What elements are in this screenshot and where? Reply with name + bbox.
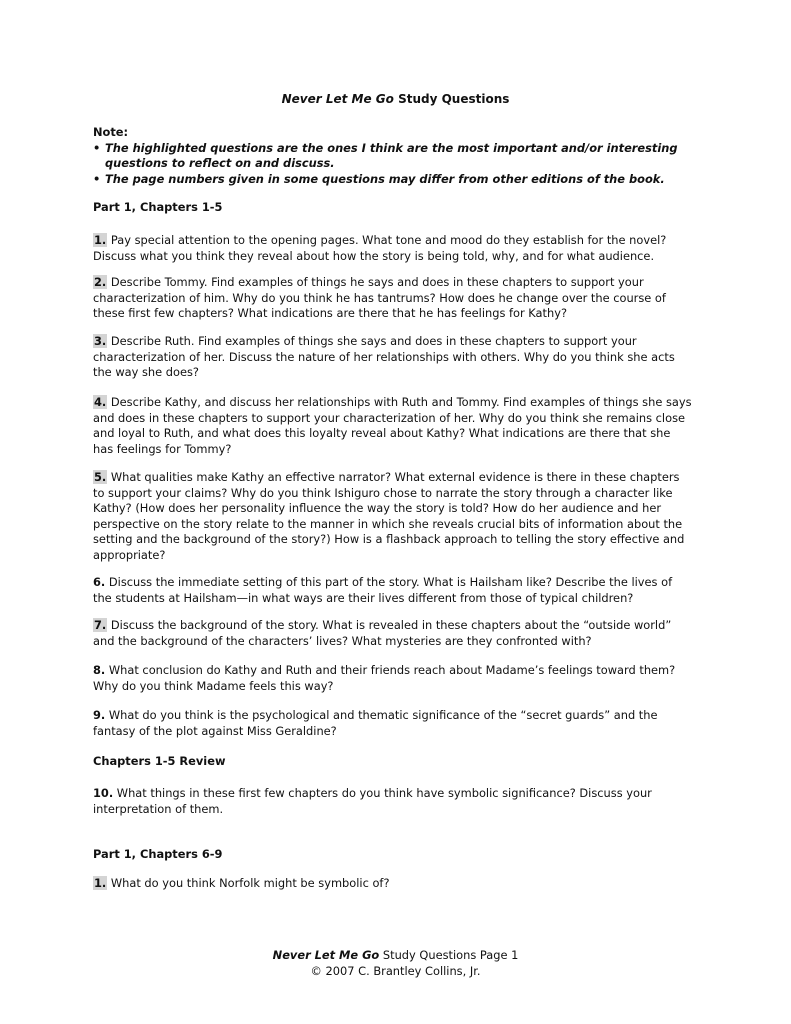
note-list: [93, 141, 693, 188]
question-number: 9.: [93, 708, 106, 722]
bullet-icon: •: [93, 140, 101, 155]
question-text: Pay special attention to the opening pages. What tone and mood do they establish for the novel? Discuss what you think they reveal about how the story is being told, why, and for what audience.: [93, 233, 667, 263]
question-text: Describe Tommy. Find examples of things he says and does in these chapters to support your characterization of him. Why do you think he has tantrums? How does he change over the course of these first few chapters? What indications are there that he has feelings for Kathy?: [93, 275, 666, 320]
page-footer: [0, 948, 791, 964]
question-item: [93, 470, 693, 563]
page-title: [0, 92, 791, 108]
section-heading: Part 1, Chapters 6-9: [93, 847, 223, 861]
question-text: What do you think Norfolk might be symbolic of?: [107, 876, 390, 890]
question-number: 1.: [94, 233, 107, 247]
question-number: 3.: [94, 334, 107, 348]
question-number: 7.: [94, 618, 107, 632]
question-item: [93, 233, 693, 264]
question-text: Describe Kathy, and discuss her relationships with Ruth and Tommy. Find examples of things she says and does in these chapters to support your characterization of her. Why do you think she remains close and loyal to Ruth, and what does this loyalty reveal about Kathy? What indications are there that she has feelings for Tommy?: [93, 395, 692, 456]
note-item: • The page numbers given in some questions may differ from other editions of the book.: [93, 171, 665, 186]
question-item: [93, 876, 693, 892]
section-heading: Part 1, Chapters 1-5: [93, 200, 223, 214]
question-item: [93, 275, 693, 322]
question-item: [93, 786, 693, 817]
question-text: What things in these first few chapters do you think have symbolic significance? Discuss your interpretation of them.: [93, 786, 652, 816]
section-heading: Chapters 1-5 Review: [93, 754, 226, 768]
question-item: [93, 618, 693, 649]
note-block: [93, 125, 693, 187]
question-text: Discuss the background of the story. What is revealed in these chapters about the “outside world” and the background of the characters’ lives? What mysteries are they confronted with?: [93, 618, 672, 648]
note-heading: Note:: [93, 125, 129, 139]
question-number: 4.: [94, 395, 107, 409]
question-text: What conclusion do Kathy and Ruth and their friends reach about Madame’s feelings toward them? Why do you think Madame feels this way?: [93, 663, 676, 693]
footer-copyright: © 2007 C. Brantley Collins, Jr.: [310, 964, 481, 978]
question-text: What do you think is the psychological and thematic significance of the “secret guards” and the fantasy of the plot against Miss Geraldine?: [93, 708, 658, 738]
footer-page: Study Questions Page 1: [379, 948, 519, 962]
question-text: Discuss the immediate setting of this part of the story. What is Hailsham like? Describe the lives of the students at Hailsham—in what ways are their lives different from those of typical children?: [93, 575, 673, 605]
question-item: [93, 663, 693, 694]
question-item: [93, 395, 693, 457]
footer-book: Never Let Me Go: [272, 948, 380, 962]
question-number: 8.: [93, 663, 106, 677]
question-item: [93, 575, 693, 606]
title-book: Never Let Me Go: [281, 92, 394, 106]
note-item: • The highlighted questions are the ones I think are the most important and/or interesting questions to reflect on and discuss.: [93, 140, 678, 170]
title-rest: Study Questions: [393, 92, 510, 106]
question-item: [93, 334, 693, 381]
question-text: Describe Ruth. Find examples of things she says and does in these chapters to support your characterization of her. Discuss the nature of her relationships with others. Why do you think she acts the way she does?: [93, 334, 675, 379]
question-text: What qualities make Kathy an effective narrator? What external evidence is there in these chapters to support your claims? Why do you think Ishiguro chose to narrate the story through a character like Kathy? (How does her personality influence the way the story is told? How do her audience and her perspective on the story relate to the manner in which she reveals crucial bits of information about the setting and the background of the story?) How is a flashback approach to telling the story effective and appropriate?: [93, 470, 685, 562]
question-number: 2.: [94, 275, 107, 289]
question-number: 1.: [94, 876, 107, 890]
question-number: 10.: [93, 786, 114, 800]
question-number: 6.: [93, 575, 106, 589]
question-number: 5.: [94, 470, 107, 484]
question-item: [93, 708, 693, 739]
bullet-icon: •: [93, 171, 101, 186]
